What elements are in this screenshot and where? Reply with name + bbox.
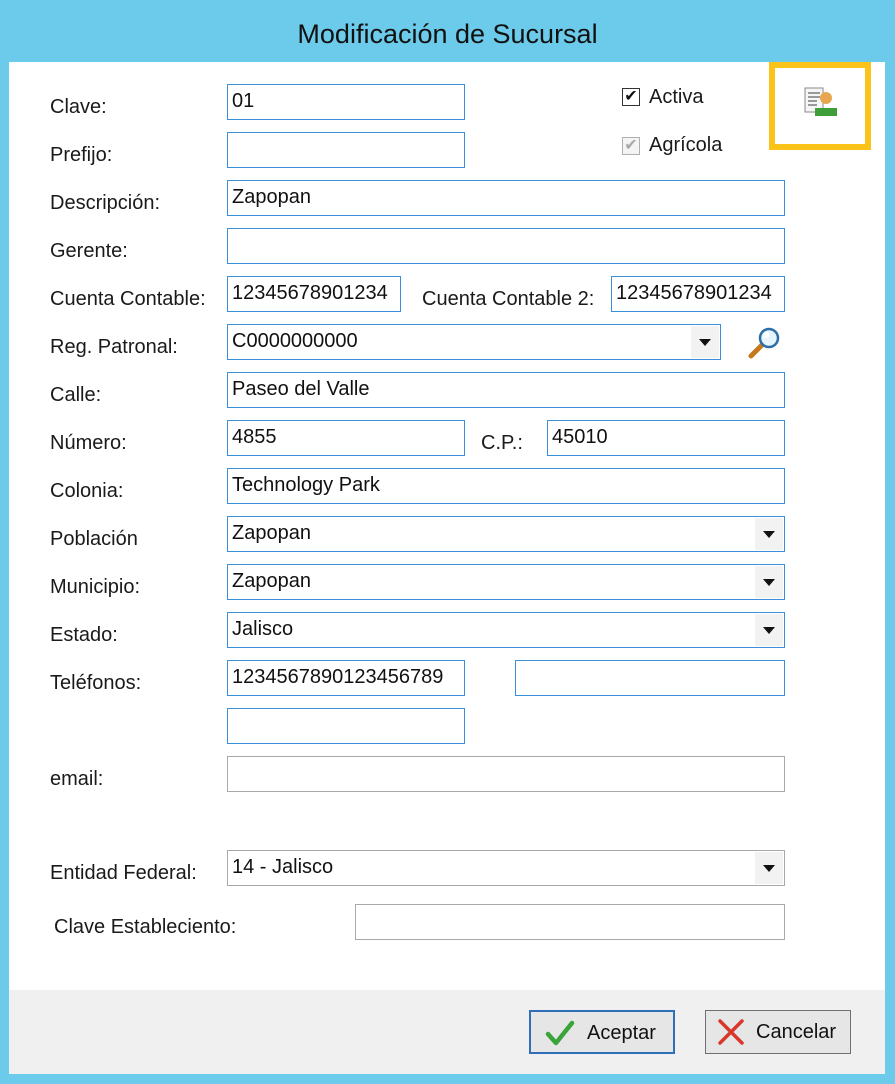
cp-label: C.P.: — [481, 432, 523, 454]
entidad-federal-dropdown-button[interactable] — [755, 852, 783, 884]
prefijo-input[interactable] — [227, 132, 465, 168]
telefonos-label: Teléfonos: — [50, 672, 142, 694]
descripcion-label: Descripción: — [50, 192, 161, 214]
cuenta-contable-2-label: Cuenta Contable 2: — [422, 288, 595, 310]
telefono-1-input[interactable]: 1234567890123456789 — [227, 660, 465, 696]
entidad-federal-combo[interactable] — [227, 850, 785, 886]
calle-input[interactable]: Paseo del Valle — [227, 372, 785, 408]
activa-checkbox[interactable]: ✔ — [622, 88, 640, 106]
employee-report-button[interactable] — [769, 62, 871, 150]
reg-patronal-combo[interactable] — [227, 324, 721, 360]
activa-label[interactable]: Activa — [649, 86, 704, 108]
accept-button[interactable] — [529, 1010, 675, 1054]
clave-input[interactable]: 01 — [227, 84, 465, 120]
telefono-3-input[interactable] — [227, 708, 465, 744]
cuenta-contable-2-input[interactable]: 12345678901234 — [611, 276, 785, 312]
poblacion-combo[interactable] — [227, 516, 785, 552]
gerente-input[interactable] — [227, 228, 785, 264]
dialog-title: Modificación de Sucursal — [297, 19, 598, 49]
cuenta-contable-label: Cuenta Contable: — [50, 288, 206, 310]
accept-button-label: Aceptar — [587, 1022, 656, 1044]
estado-combo[interactable] — [227, 612, 785, 648]
numero-label: Número: — [50, 432, 127, 454]
gerente-label: Gerente: — [50, 240, 128, 262]
checkmark-icon — [545, 1018, 575, 1048]
cancel-button-label: Cancelar — [756, 1021, 837, 1043]
email-label: email: — [50, 768, 104, 790]
estado-dropdown-button[interactable] — [755, 614, 783, 646]
reg-patronal-dropdown-button[interactable] — [691, 326, 719, 358]
cancel-button[interactable] — [705, 1010, 851, 1054]
poblacion-dropdown-button[interactable] — [755, 518, 783, 550]
municipio-value: Zapopan — [232, 570, 311, 592]
email-field[interactable] — [227, 756, 785, 792]
municipio-combo[interactable] — [227, 564, 785, 600]
municipio-label: Municipio: — [50, 576, 141, 598]
close-icon — [716, 1017, 746, 1047]
entidad-federal-value: 14 - Jalisco — [232, 856, 334, 878]
cuenta-contable-input[interactable]: 12345678901234 — [227, 276, 401, 312]
prefijo-label: Prefijo: — [50, 144, 113, 166]
employee-report-icon — [775, 68, 865, 144]
chevron-down-icon — [699, 339, 711, 346]
chevron-down-icon — [763, 627, 775, 634]
descripcion-input[interactable]: Zapopan — [227, 180, 785, 216]
magnifier-icon — [745, 326, 785, 360]
colonia-input[interactable]: Technology Park — [227, 468, 785, 504]
chevron-down-icon — [763, 579, 775, 586]
estado-label: Estado: — [50, 624, 118, 646]
poblacion-value: Zapopan — [232, 522, 311, 544]
dialog-client-area — [9, 62, 885, 1074]
estado-value: Jalisco — [232, 618, 294, 640]
clave-establecimiento-input[interactable] — [355, 904, 785, 940]
cp-input[interactable]: 45010 — [547, 420, 785, 456]
chevron-down-icon — [763, 865, 775, 872]
reg-patronal-search-button[interactable] — [745, 326, 785, 360]
entidad-federal-label: Entidad Federal: — [50, 862, 197, 884]
clave-label: Clave: — [50, 96, 107, 118]
chevron-down-icon — [763, 531, 775, 538]
poblacion-label: Población — [50, 528, 138, 550]
clave-establecimiento-label: Clave Estableciento: — [54, 916, 237, 938]
calle-label: Calle: — [50, 384, 102, 406]
colonia-label: Colonia: — [50, 480, 124, 502]
telefono-2-input[interactable] — [515, 660, 785, 696]
dialog-footer — [9, 990, 885, 1074]
reg-patronal-value: C0000000000 — [232, 330, 358, 352]
agricola-checkbox: ✔ — [622, 137, 640, 155]
agricola-label: Agrícola — [649, 134, 723, 156]
municipio-dropdown-button[interactable] — [755, 566, 783, 598]
reg-patronal-label: Reg. Patronal: — [50, 336, 178, 358]
numero-input[interactable]: 4855 — [227, 420, 465, 456]
